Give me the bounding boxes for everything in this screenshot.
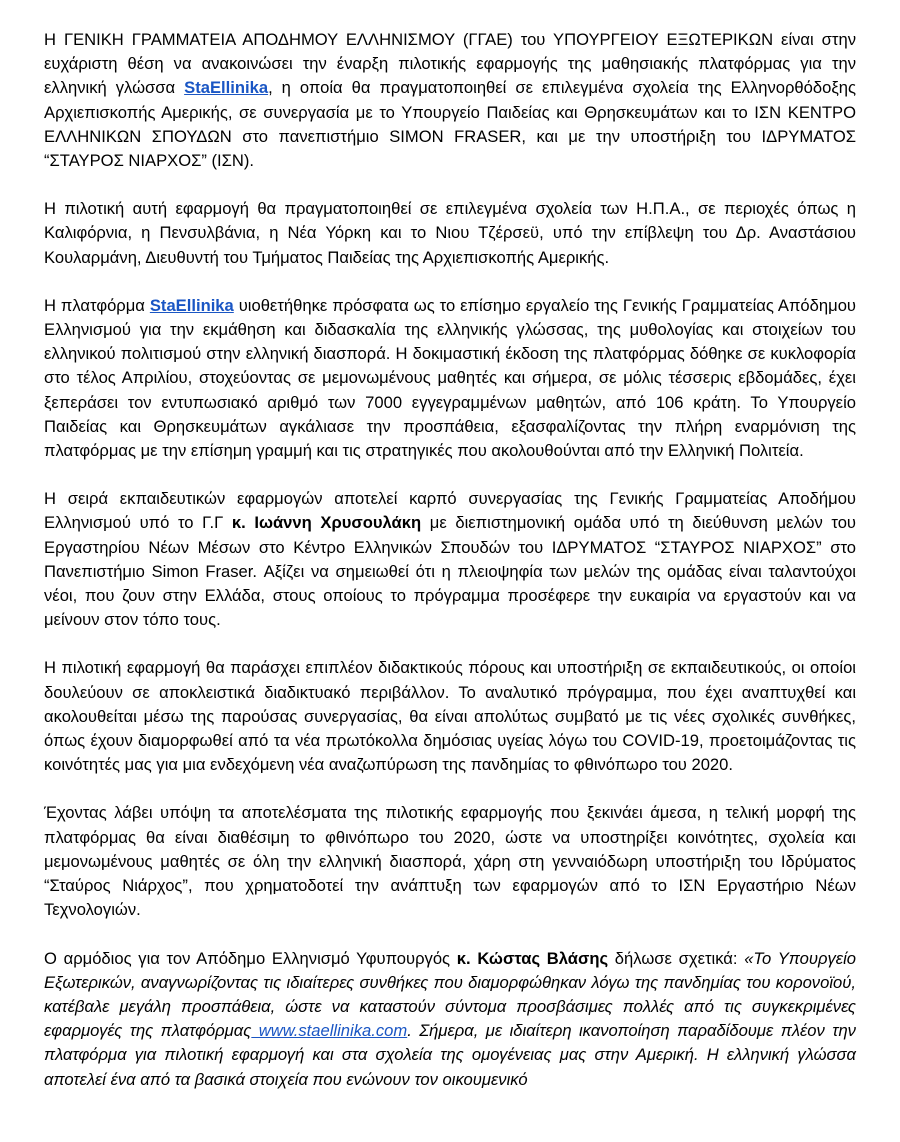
paragraph-text: με διεπιστημονική ομάδα υπό τη διεύθυνση μελών του Εργαστηρίου Νέων Μέσων στο Κέντρο Ελληνικών Σπουδών του ΙΔΡΥΜΑΤΟΣ “ΣΤΑΥΡΟΣ ΝΙΑΡΧΟΣ” στο Πανεπιστήμιο Simon Fraser. Αξίζει να σημειωθεί ότι η πλειοψηφία των μελών της ομάδας είναι ταλαντούχοι νέοι, που ζουν στην Ελλάδα, στους οποίους το πρόγραμμα προσέφερε την ευκαιρία να εργαστούν και να μείνουν στον τόπο τους. bbox=[44, 513, 856, 630]
person-name: κ. Κώστας Βλάσης bbox=[456, 948, 609, 968]
staellinika-link[interactable]: StaEllinika bbox=[184, 78, 269, 98]
quote-text: . Σήμερα, με ιδιαίτερη ικανοποίηση παραδίδουμε πλέον την πλατφόρμα για πιλοτική εφαρμογή και στα σχολεία της ομογένειας μας στην Αμερική. Η ελληνική γλώσσα αποτελεί ένα από τα βασικά στοιχεία που ενώνουν τον οικουμενικό bbox=[44, 1021, 856, 1089]
staellinika-website-link[interactable]: www.staellinika.com bbox=[251, 1021, 408, 1041]
paragraph-text: υιοθετήθηκε πρόσφατα ως το επίσημο εργαλείο της Γενικής Γραμματείας Απόδημου Ελληνισμού για την εκμάθηση και διδασκαλία της ελληνικής γλώσσας, της μυθολογίας και στοιχείων του ελληνικού πολιτισμού στην ελληνική διασπορά. Η δοκιμαστική έκδοση της πλατφόρμας δόθηκε σε κυκλοφορία στο τέλος Απριλίου, στοχεύοντας σε μεμονωμένους μαθητές και σήμερα, σε μόλις τέσσερις εβδομάδες, έχει ξεπεράσει τον εντυπωσιακό αριθμό των 7000 εγγεγραμμένων μαθητών, από 106 κράτη. Το Υπουργείο Παιδείας και Θρησκευμάτων αγκάλιασε την προσπάθεια, εξασφαλίζοντας την πλήρη εναρμόνιση της πλατφόρμας με την επίσημη γραμμή και τις στρατηγικές που ακολουθούνται από την Ελληνική Πολιτεία. bbox=[44, 295, 856, 461]
paragraph-text: Ο αρμόδιος για τον Απόδημο Ελληνισμό Υφυπουργός bbox=[44, 948, 457, 968]
paragraph-text: Η πιλοτική αυτή εφαρμογή θα πραγματοποιηθεί σε επιλεγμένα σχολεία των Η.Π.Α., σε περιοχές όπως η Καλιφόρνια, η Πενσυλβάνια, η Νέα Υόρκη και το Νιου Τζέρσεϋ, υπό την επίβλεψη του Δρ. Αναστάσιου Κουλαρμάνη, Διευθυντή του Τμήματος Παιδείας της Αρχιεπισκοπής Αμερικής. bbox=[44, 199, 856, 267]
paragraph-text: Η πιλοτική εφαρμογή θα παράσχει επιπλέον διδακτικούς πόρους και υποστήριξη σε εκπαιδευτικούς, οι οποίοι δουλεύουν σε αποκλειστικά διαδικτυακό περιβάλλον. Το αναλυτικό πρόγραμμα, που έχει αναπτυχθεί και ακολουθείται μέσω της παρούσας συνεργασίας, θα είναι απολύτως συμβατό με τις νέες σχολικές συνθήκες, όπως έχουν διαμορφωθεί από τα νέα πρωτόκολλα δημόσιας υγείας λόγω του COVID-19, προετοιμάζοντας τις κοινότητές μας για μια ενδεχόμενη νέα αναζωπύρωση της πανδημίας το φθινόπωρο του 2020. bbox=[44, 658, 856, 775]
paragraph-teacher-support bbox=[44, 656, 856, 777]
paragraph-text: Η πλατφόρμα bbox=[44, 295, 150, 315]
paragraph-minister-statement bbox=[44, 947, 856, 1092]
paragraph-text: Η ΓΕΝΙΚΗ ΓΡΑΜΜΑΤΕΙΑ ΑΠΟΔΗΜΟΥ ΕΛΛΗΝΙΣΜΟΥ (ΓΓΑΕ) του ΥΠΟΥΡΓΕΙΟΥ ΕΞΩΤΕΡΙΚΩΝ είναι στην ευχάριστη θέση να ανακοινώσει την έναρξη πιλοτικής εφαρμογής της μαθησιακής πλατφόρμας για την ελληνική γλώσσα bbox=[44, 30, 856, 98]
paragraph-collaboration bbox=[44, 487, 856, 632]
paragraph-final-version bbox=[44, 801, 856, 922]
quote-text: «Το Υπουργείο Εξωτερικών, αναγνωρίζοντας τις ιδιαίτερες συνθήκες που διαμορφώθηκαν λόγω της πανδημίας του κορονοϊού, κατέβαλε μεγάλη προσπάθεια, ώστε να καταστούν σύντομα προσβάσιμες πολλές από τις συγκεκριμένες εφαρμογές της πλατφόρμας bbox=[44, 948, 856, 1041]
paragraph-platform-adoption bbox=[44, 294, 856, 463]
staellinika-link[interactable]: StaEllinika bbox=[149, 295, 234, 315]
paragraph-text: , η οποία θα πραγματοποιηθεί σε επιλεγμένα σχολεία της Ελληνορθόδοξης Αρχιεπισκοπής Αμερικής, σε συνεργασία με το Υπουργείο Παιδείας και Θρησκευμάτων και το ΙΣΝ ΚΕΝΤΡΟ ΕΛΛΗΝΙΚΩΝ ΣΠΟΥΔΩΝ στο πανεπιστήμιο SIMON FRASER, και με την υποστήριξη του ΙΔΡΥΜΑΤΟΣ “ΣΤΑΥΡΟΣ ΝΙΑΡΧΟΣ” (ΙΣΝ). bbox=[44, 78, 857, 171]
paragraph-text: Η σειρά εκπαιδευτικών εφαρμογών αποτελεί καρπό συνεργασίας της Γενικής Γραμματείας Αποδήμου Ελληνισμού υπό το Γ.Γ bbox=[44, 489, 856, 533]
person-name: κ. Ιωάννη Χρυσουλάκη bbox=[231, 513, 422, 533]
paragraph-text: δήλωσε σχετικά: bbox=[608, 948, 745, 968]
paragraph-text: Έχοντας λάβει υπόψη τα αποτελέσματα της πιλοτικής εφαρμογής που ξεκινάει άμεσα, η τελική μορφή της πλατφόρμας θα είναι διαθέσιμη το φθινόπωρο του 2020, ώστε να υποστηρίξει κοινότητες, σχολεία και μεμονωμένους μαθητές σε όλη την ελληνική διασπορά, χάρη στη γενναιόδωρη υποστήριξη του Ιδρύματος “Σταύρος Νιάρχος”, που χρηματοδοτεί την ανάπτυξη των εφαρμογών από το ΙΣΝ Εργαστήριο Νέων Τεχνολογιών. bbox=[44, 803, 856, 920]
paragraph-pilot-schools bbox=[44, 197, 856, 270]
paragraph-announcement bbox=[44, 28, 856, 173]
